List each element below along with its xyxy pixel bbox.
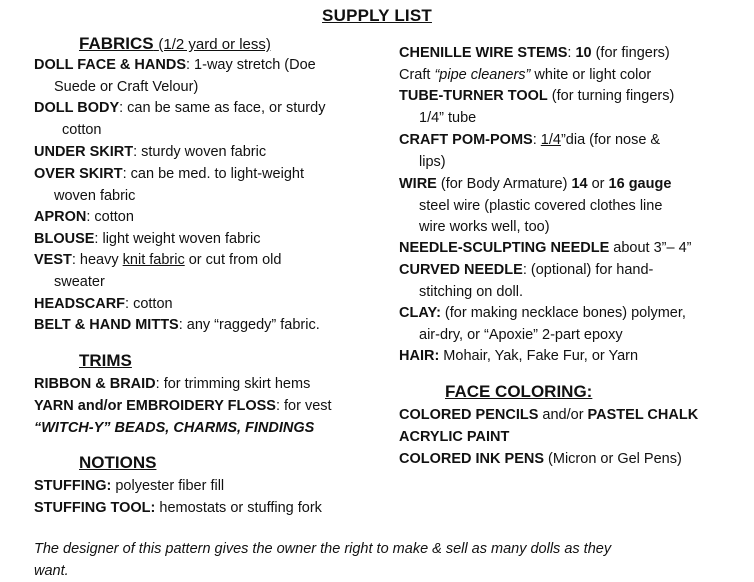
item-label: COLORED PENCILS xyxy=(399,407,539,423)
trim-item-ribbon xyxy=(34,374,310,396)
item-label: APRON xyxy=(34,209,87,225)
item-label: CLAY: xyxy=(399,305,441,321)
item-label: HEADSCARF xyxy=(34,296,126,312)
fabric-item-under-skirt xyxy=(34,142,266,164)
trim-item-beads xyxy=(34,418,314,440)
item-label: OVER SKIRT xyxy=(34,166,123,182)
item-text: (for fingers) xyxy=(591,45,670,61)
item-text-italic: “pipe cleaners” xyxy=(434,66,531,83)
item-label: YARN and/or EMBROIDERY FLOSS xyxy=(34,398,276,414)
item-text-cont: cotton xyxy=(62,121,102,138)
item-text: (for making necklace bones) polymer, xyxy=(440,305,686,321)
fabric-item-apron xyxy=(34,207,134,229)
item-label: CHENILLE WIRE STEMS xyxy=(399,45,568,61)
item-label: UNDER SKIRT xyxy=(34,144,134,160)
fabrics-heading xyxy=(79,34,271,54)
item-text: (for Body Armature) xyxy=(436,176,572,192)
item-label: PASTEL CHALK xyxy=(587,407,699,423)
item-label: WIRE xyxy=(399,176,437,192)
item-label: ACRYLIC PAINT xyxy=(399,429,510,445)
item-text: white or light color xyxy=(530,66,652,83)
item-label: COLORED INK PENS xyxy=(399,451,545,467)
item-text: : for trimming skirt hems xyxy=(155,376,311,392)
item-text: : cotton xyxy=(125,296,173,312)
item-text: Mohair, Yak, Fake Fur, or Yarn xyxy=(439,348,639,364)
item-label: RIBBON & BRAID xyxy=(34,376,156,392)
item-text: : 1-way stretch (Doe xyxy=(186,57,316,73)
footer-note xyxy=(34,538,724,582)
item-clay xyxy=(399,303,686,346)
item-label: HAIR: xyxy=(399,348,440,364)
trim-item-yarn xyxy=(34,396,332,418)
item-text-cont: wire works well, too) xyxy=(419,219,550,235)
item-hair xyxy=(399,346,638,368)
item-text: : can be same as face, or sturdy xyxy=(119,100,326,116)
item-text: ”dia (for nose & xyxy=(560,132,661,148)
item-text: : (optional) for hand- xyxy=(522,262,654,278)
item-text: or xyxy=(587,176,609,192)
gauge-14: 14 xyxy=(571,176,588,192)
item-label: VEST xyxy=(34,252,72,268)
item-text: : can be med. to light-weight xyxy=(122,166,304,182)
fabric-item-over-skirt xyxy=(34,164,304,207)
trims-heading: TRIMS xyxy=(79,351,132,370)
fabric-item-belt-mitts xyxy=(34,315,320,337)
notions-heading: NOTIONS xyxy=(79,453,157,472)
item-label: STUFFING: xyxy=(34,478,112,494)
item-colored-pencils xyxy=(399,405,698,427)
item-text: hemostats or stuffing fork xyxy=(155,500,322,516)
gauge-16: 16 gauge xyxy=(608,176,672,192)
item-text-cont: air-dry, or “Apoxie” 2-part epoxy xyxy=(419,326,623,343)
item-label: TUBE-TURNER TOOL xyxy=(399,88,548,104)
fabrics-note: (1/2 yard or less) xyxy=(158,36,271,53)
item-label: NEEDLE-SCULPTING NEEDLE xyxy=(399,240,610,256)
item-text: : any “raggedy” fabric. xyxy=(178,317,320,333)
item-text-cont: woven fabric xyxy=(54,187,136,204)
item-sep: : xyxy=(532,132,541,148)
knit-fabric-link: knit fabric xyxy=(122,252,185,268)
item-text-cont: Suede or Craft Velour) xyxy=(54,78,199,95)
item-text-cont: 1/4” tube xyxy=(419,109,477,126)
notion-item-stuffing xyxy=(34,476,224,498)
item-text-cont: lips) xyxy=(419,153,446,170)
item-text: (Micron or Gel Pens) xyxy=(544,451,682,467)
item-acrylic-paint xyxy=(399,427,509,449)
item-text: and/or xyxy=(538,407,588,423)
item-text-cont: sweater xyxy=(54,273,105,290)
item-text: : for vest xyxy=(275,398,332,414)
page-title: SUPPLY LIST xyxy=(322,6,432,25)
item-label: DOLL BODY xyxy=(34,100,120,116)
notion-item-stuffing-tool xyxy=(34,498,322,520)
item-text: or cut from old xyxy=(184,252,282,268)
item-text: : cotton xyxy=(86,209,134,225)
item-label: CURVED NEEDLE xyxy=(399,262,523,278)
footer-line: want. xyxy=(34,563,69,579)
item-label: “WITCH-Y” BEADS, CHARMS, FINDINGS xyxy=(34,420,315,436)
face-coloring-heading: FACE COLORING: xyxy=(445,382,593,401)
fabric-item-body xyxy=(34,98,325,141)
footer-line: The designer of this pattern gives the owner the right to make & sell as many dolls as they xyxy=(34,541,612,557)
item-tube-turner xyxy=(399,86,674,129)
item-text: : heavy xyxy=(71,252,123,268)
fabric-item-blouse xyxy=(34,229,260,251)
item-sep: : xyxy=(567,45,576,61)
fabric-item-vest xyxy=(34,250,281,293)
item-text-cont: stitching on doll. xyxy=(419,283,523,300)
item-ink-pens xyxy=(399,449,682,471)
item-sculpting-needle xyxy=(399,238,692,260)
item-label: CRAFT POM-POMS xyxy=(399,132,533,148)
item-label: BLOUSE xyxy=(34,231,95,247)
item-label: STUFFING TOOL: xyxy=(34,500,156,516)
fabrics-heading-text: FABRICS xyxy=(79,34,154,53)
item-size: 1/4 xyxy=(540,132,561,148)
item-text: about 3”– 4” xyxy=(609,240,692,256)
item-text: Craft xyxy=(399,66,435,83)
item-count: 10 xyxy=(575,45,592,61)
item-wire xyxy=(399,174,671,239)
item-text: polyester fiber fill xyxy=(111,478,225,494)
item-pom-poms xyxy=(399,130,660,173)
item-text: (for turning fingers) xyxy=(547,88,675,104)
item-text: : sturdy woven fabric xyxy=(133,144,267,160)
fabric-item-headscarf xyxy=(34,294,173,316)
item-curved-needle xyxy=(399,260,653,303)
item-text-cont: steel wire (plastic covered clothes line xyxy=(419,197,663,214)
item-label: BELT & HAND MITTS xyxy=(34,317,179,333)
item-chenille xyxy=(399,43,670,86)
fabric-item-face-hands xyxy=(34,55,316,98)
item-label: DOLL FACE & HANDS xyxy=(34,57,186,73)
item-text: : light weight woven fabric xyxy=(94,231,261,247)
